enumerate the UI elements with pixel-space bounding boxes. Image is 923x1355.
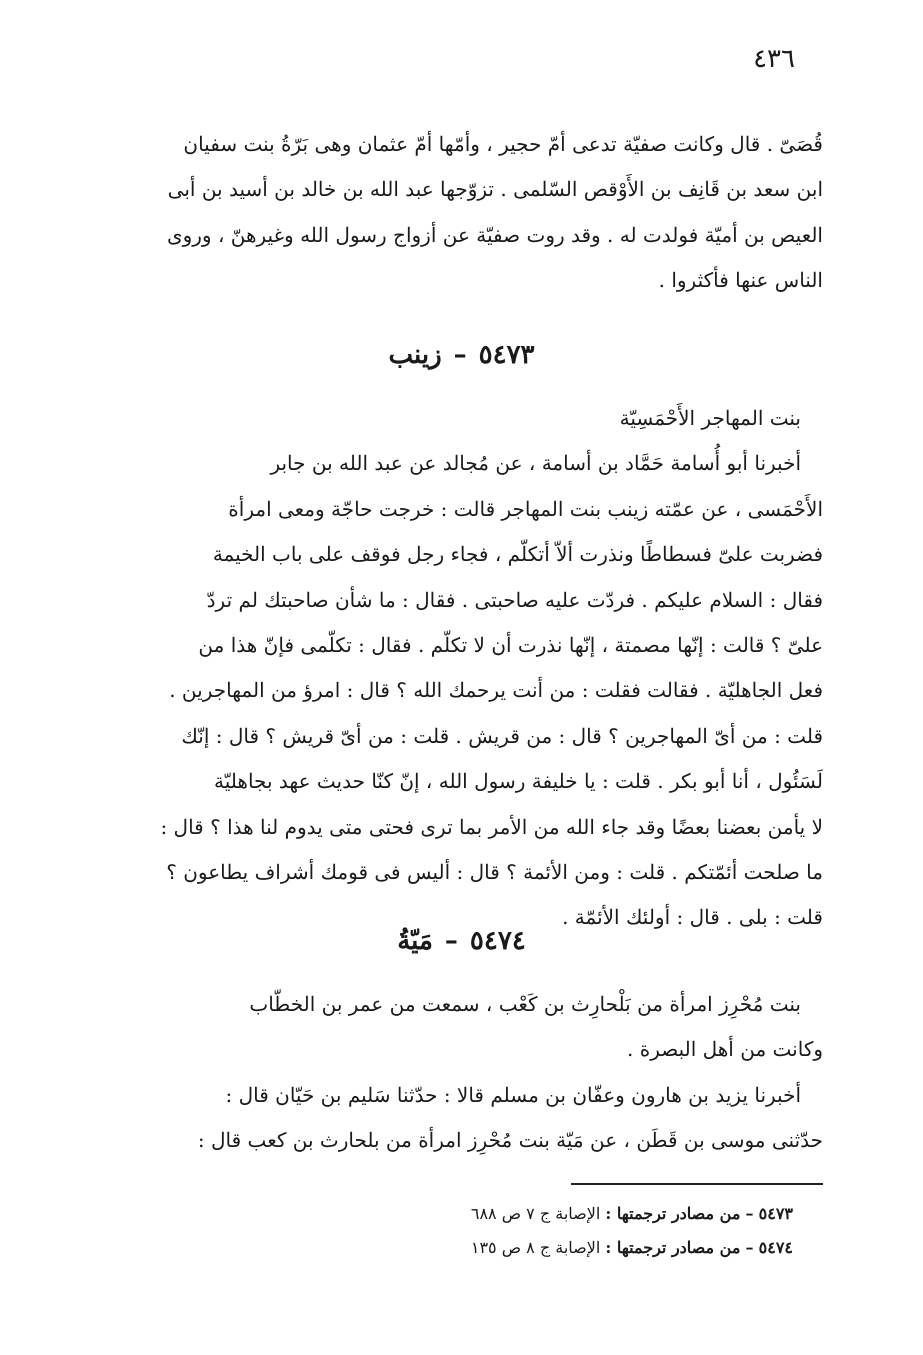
section-heading-5474 [0,926,923,956]
text-line: فعل الجاهليّة . فقالت فقلت : من أنت يرحمك الله ؟ قال : امرؤ من المهاجرين . [169,678,823,703]
heading-dash: – [444,926,458,956]
entry-number: ٥٤٧٣ [478,340,535,370]
section-body-5473 [133,396,823,941]
footnotes [333,1197,793,1265]
section-heading-5473 [0,340,923,370]
text-line: لا يأمن بعضنا بعضًا وقد جاء الله من الأمر بما ترى فحتى متى يدوم لنا هذا ؟ قال : [160,814,823,839]
footnote-item [333,1197,793,1231]
text-line: الأَحْمَسى ، عن عمّته زينب بنت المهاجر قالت : خرجت حاجّة ومعى امرأة [228,496,823,521]
text-line: الناس عنها فأكثروا . [658,268,823,293]
text-line: قلت : بلى . قال : أولئك الأئمّة . [562,905,823,930]
text-line: أخبرنا أبو أُسامة حَمَّاد بن أسامة ، عن مُجالد عن عبد الله بن جابر [270,451,801,476]
footnote-ref: الإصابة ج ٧ ص ٦٨٨ [470,1204,601,1223]
text-line: حدّثنى موسى بن قَطَن ، عن مَيّة بنت مُحْرِز امرأة من بلحارث بن كعب قال : [197,1128,823,1153]
heading-dash: – [453,340,467,370]
footnote-dash: – [745,1238,754,1257]
text-line: أخبرنا يزيد بن هارون وعفّان بن مسلم قالا : حدّثنا سَليم بن حَيّان قال : [225,1082,801,1107]
footnote-dash: – [745,1204,754,1223]
text-line: ابن سعد بن قَانِف بن الأَوْقص السّلمى . تزوّجها عبد الله بن خالد بن أسيد بن أبى [167,177,823,202]
text-line: قلت : من أىّ المهاجرين ؟ قال : من قريش . قلت : من أىّ قريش ؟ قال : إنّك [181,723,823,748]
intro-paragraph [133,122,823,304]
section-body-5474 [133,982,823,1164]
entry-name: مَيّةُ [397,926,433,956]
text-line: العيص بن أميّة فولدت له . وقد روت صفيّة عن أزواج رسول الله وغيرهنّ ، وروى [166,222,823,247]
footnote-number: ٥٤٧٤ [758,1238,793,1257]
text-line: علىّ ؟ قالت : إنّها مصمتة ، إنّها نذرت أن لا تكلّم . فقال : تكلّمى فإنّ هذا من [198,633,823,658]
text-line: فقال : السلام عليكم . فردّت عليه صاحبتى . فقال : ما شأن صاحبتك لم تردّ [206,587,823,612]
text-line: وكانت من أهل البصرة . [627,1037,823,1062]
entry-name: زينب [388,340,442,370]
footnote-label: من مصادر ترجمتها : [605,1238,741,1257]
text-line: بنت مُحْرِز امرأة من بَلْحارِث بن كَعْب ، سمعت من عمر بن الخطّاب [249,992,801,1016]
entry-number: ٥٤٧٤ [469,926,526,956]
page-number: ٤٣٦ [753,44,795,74]
text-line: ما صلحت أئمّتكم . قلت : ومن الأئمة ؟ قال : أليس فى قومك أشراف يطاعون ؟ [166,860,823,885]
text-line: فضربت علىّ فسطاطًا ونذرت ألاّ أتكلّم ، فجاء رجل فوقف على باب الخيمة [212,542,823,567]
footnote-item [333,1231,793,1265]
footnote-ref: الإصابة ج ٨ ص ١٣٥ [470,1238,601,1257]
text-line: بنت المهاجر الأَحْمَسِيّة [619,406,801,430]
footnote-separator [571,1183,823,1185]
text-line: لَسَئُول ، أنا أبو بكر . قلت : يا خليفة رسول الله ، إنّ كنّا حديث عهد بجاهليّة [214,769,823,794]
footnote-label: من مصادر ترجمتها : [605,1204,741,1223]
text-line: قُصَىّ . قال وكانت صفيّة تدعى أمّ حجير ، وأمّها أمّ عثمان وهى بَرّةُ بنت سفيان [183,132,823,156]
footnote-number: ٥٤٧٣ [758,1204,793,1223]
